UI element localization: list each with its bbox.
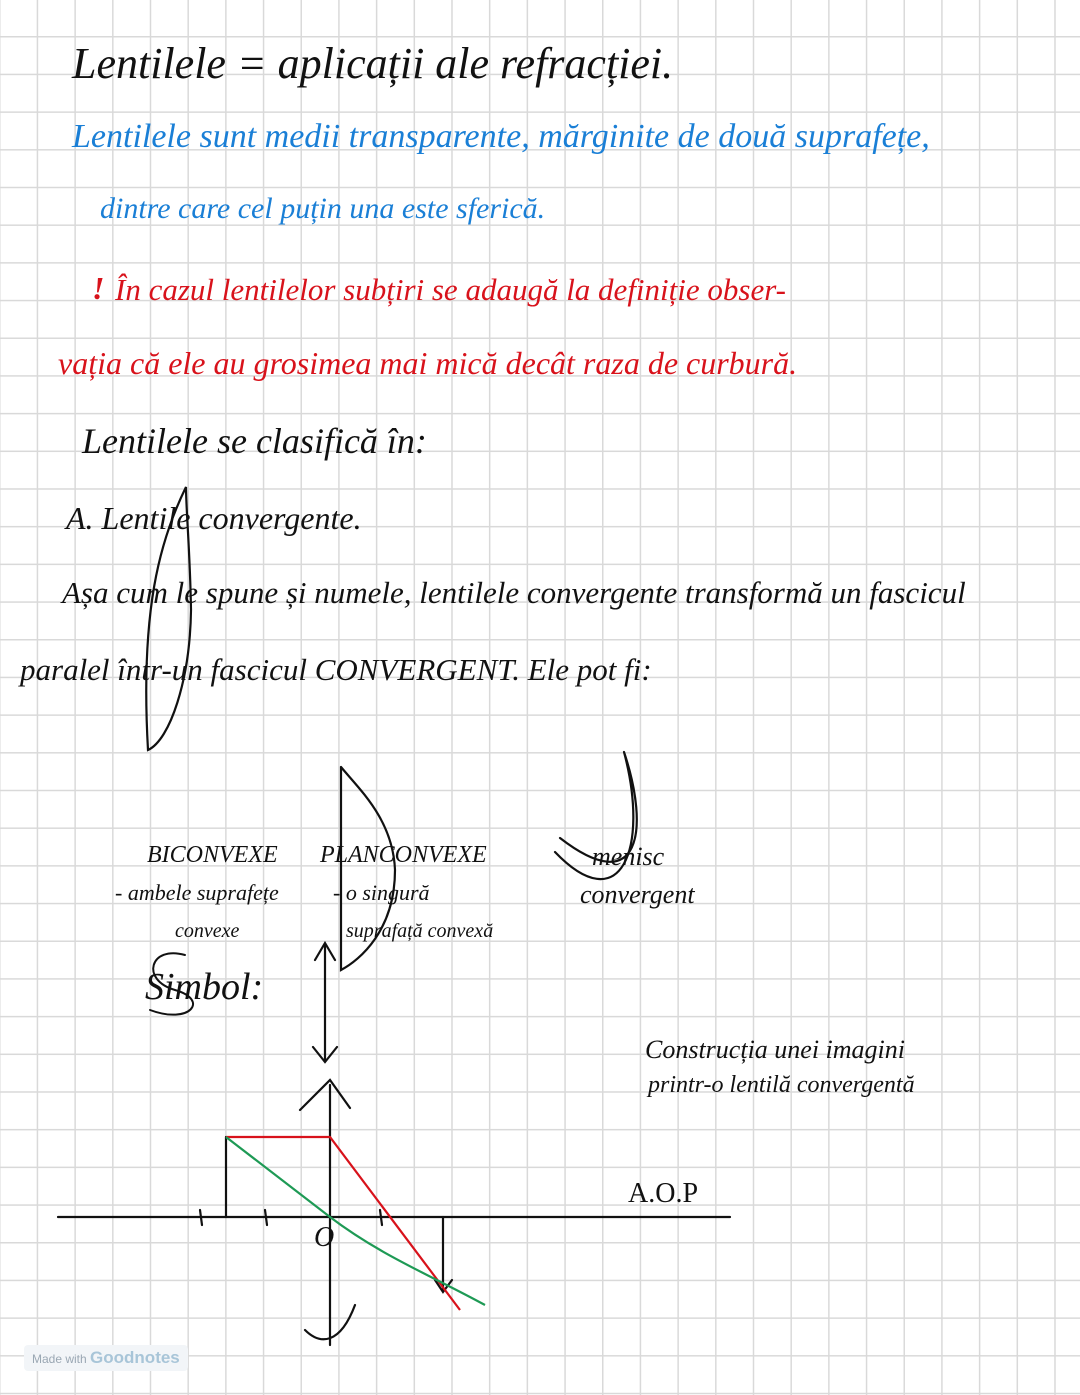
- note-line-2: vația că ele au grosimea mai mică decât raza de curbură.: [58, 345, 798, 381]
- definition-line-1: Lentilele sunt medii transparente, mărginite de două suprafețe,: [72, 118, 930, 155]
- section-a-heading: A. Lentile convergente.: [66, 500, 362, 536]
- construction-line-1: Construcția unei imagini: [645, 1035, 905, 1064]
- goodnotes-watermark: [24, 1345, 188, 1371]
- construction-line-2: printr-o lentilă convergentă: [648, 1072, 915, 1098]
- green-ray: [226, 1137, 485, 1305]
- watermark-prefix: Made with: [32, 1352, 87, 1366]
- page-title: Lentilele = aplicații ale refracției.: [72, 39, 674, 88]
- watermark-brand: Goodnotes: [90, 1348, 180, 1367]
- construction-lens: [300, 1080, 355, 1345]
- definition-line-2: dintre care cel puțin una este sferică.: [100, 192, 546, 225]
- axis-label: A.O.P: [628, 1178, 699, 1209]
- biconvex-label: BICONVEXE: [147, 842, 278, 868]
- lens-symbol-icon: [313, 943, 337, 1062]
- planconvex-desc-1: - o singură: [333, 880, 430, 905]
- planconvex-desc-2: suprafață convexă: [346, 920, 494, 942]
- note-marker: !: [92, 270, 105, 306]
- classification-heading: Lentilele se clasifică în:: [82, 421, 427, 461]
- biconvex-desc-1: - ambele suprafețe: [115, 880, 279, 905]
- meniscus-desc: convergent: [580, 880, 695, 909]
- meniscus-label: menisc: [592, 842, 665, 871]
- biconvex-lens: [146, 487, 191, 750]
- note-line-1: În cazul lentilelor subțiri se adaugă la definiție obser-: [115, 272, 786, 307]
- paragraph-line-2: paralel într-un fascicul CONVERGENT. Ele pot fi:: [20, 652, 652, 687]
- origin-label: O: [314, 1222, 335, 1253]
- biconvex-desc-2: convexe: [175, 920, 240, 942]
- paragraph-line-1: Așa cum le spune și numele, lentilele convergente transformă un fascicul: [62, 575, 966, 610]
- symbol-label: Simbol:: [145, 966, 264, 1008]
- planconvex-label: PLANCONVEXE: [320, 842, 487, 868]
